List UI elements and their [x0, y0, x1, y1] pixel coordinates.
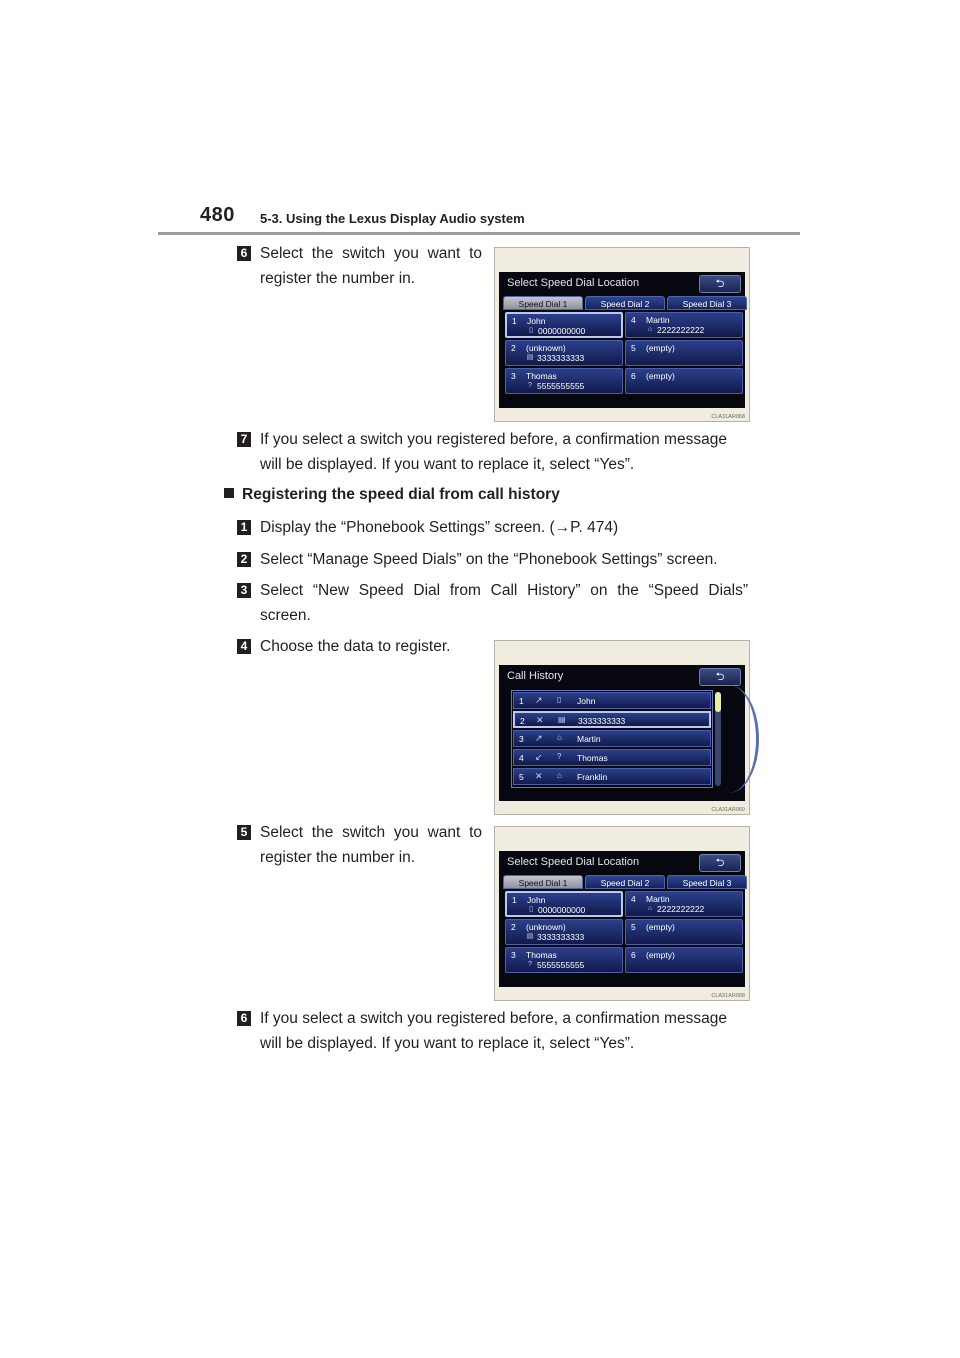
tab-speed-dial-2[interactable]: Speed Dial 2: [585, 875, 665, 889]
other-icon: ?: [528, 961, 532, 968]
mobile-icon: ▯: [557, 695, 562, 704]
outgoing-call-icon: ↗: [535, 695, 543, 705]
screen-title: Call History: [507, 670, 564, 682]
call-history-row-3[interactable]: 3 ↗ ⌂ Martin: [513, 730, 711, 747]
speed-dial-entry-3[interactable]: 3 Thomas ? 5555555555: [505, 947, 623, 973]
mobile-icon: ▯: [529, 906, 533, 913]
image-code: CLA31AR068: [711, 993, 745, 999]
step-text: Select the switch you want to register the number in.: [260, 824, 482, 866]
call-history-screenshot: [494, 640, 750, 815]
step-number: 5: [237, 825, 251, 840]
home-icon: ⌂: [557, 771, 562, 780]
back-arrow-icon[interactable]: ⮌: [699, 668, 741, 686]
step-text: Select the switch you want to register the number in.: [260, 245, 482, 287]
office-icon: ▤: [526, 933, 534, 940]
step-number: 3: [237, 583, 251, 598]
step-text: If you select a switch you registered before, a confirmation message will be displayed. If you want to replace it, select “Yes”.: [260, 431, 727, 473]
speed-dial-screenshot: [494, 826, 750, 1001]
office-icon: ▤: [526, 354, 534, 361]
incoming-call-icon: ↙: [535, 752, 543, 762]
step-number: 1: [237, 520, 251, 535]
call-history-row-2[interactable]: 2 ✕ ▤ 3333333333: [513, 711, 711, 728]
step-text: Choose the data to register.: [260, 638, 451, 655]
step-number: 7: [237, 432, 251, 447]
square-bullet-icon: [224, 488, 234, 498]
mobile-icon: ▯: [529, 327, 533, 334]
speed-dial-entry-5[interactable]: 5 (empty): [625, 340, 743, 366]
step-text: Display the “Phonebook Settings” screen. (→P. 474): [260, 519, 619, 536]
call-history-row-4[interactable]: 4 ↙ ? Thomas: [513, 749, 711, 766]
speed-dial-entry-6[interactable]: 6 (empty): [625, 947, 743, 973]
subheading: Registering the speed dial from call history: [224, 486, 560, 504]
back-arrow-icon[interactable]: ⮌: [699, 275, 741, 293]
speed-dial-entry-2[interactable]: 2 (unknown) ▤ 3333333333: [505, 919, 623, 945]
back-arrow-icon[interactable]: ⮌: [699, 854, 741, 872]
speed-dial-entry-1[interactable]: 1 John ▯ 0000000000: [505, 312, 623, 338]
office-icon: ▤: [558, 715, 566, 724]
speed-dial-entry-4[interactable]: 4 Martin ⌂ 2222222222: [625, 891, 743, 917]
speed-dial-entry-5[interactable]: 5 (empty): [625, 919, 743, 945]
missed-call-icon: ✕: [536, 715, 544, 725]
screen-title: Select Speed Dial Location: [507, 856, 640, 868]
other-icon: ?: [528, 382, 532, 389]
tab-speed-dial-1[interactable]: Speed Dial 1: [503, 875, 583, 889]
step-number: 6: [237, 246, 251, 261]
outgoing-call-icon: ↗: [535, 733, 543, 743]
call-history-row-5[interactable]: 5 ✕ ⌂ Franklin: [513, 768, 711, 785]
step-text: Select “New Speed Dial from Call History” on the “Speed Dials” screen.: [260, 582, 748, 624]
step-number: 4: [237, 639, 251, 654]
home-icon: ⌂: [647, 326, 653, 333]
tab-speed-dial-3[interactable]: Speed Dial 3: [667, 296, 747, 310]
tab-speed-dial-2[interactable]: Speed Dial 2: [585, 296, 665, 310]
tab-speed-dial-1[interactable]: Speed Dial 1: [503, 296, 583, 310]
call-history-row-1[interactable]: 1 ↗ ▯ John: [513, 692, 711, 709]
scrollbar-thumb[interactable]: [715, 692, 721, 712]
home-icon: ⌂: [647, 905, 653, 912]
image-code: CLA31AR068: [711, 414, 745, 420]
missed-call-icon: ✕: [535, 771, 543, 781]
speed-dial-entry-2[interactable]: 2 (unknown) ▤ 3333333333: [505, 340, 623, 366]
step-number: 6: [237, 1011, 251, 1026]
speed-dial-screenshot: [494, 247, 750, 422]
section-title: 5-3. Using the Lexus Display Audio system: [260, 211, 525, 226]
screen-title: Select Speed Dial Location: [507, 277, 640, 289]
speed-dial-entry-3[interactable]: 3 Thomas ? 5555555555: [505, 368, 623, 394]
speed-dial-entry-6[interactable]: 6 (empty): [625, 368, 743, 394]
header-rule: [158, 232, 800, 235]
speed-dial-entry-1[interactable]: 1 John ▯ 0000000000: [505, 891, 623, 917]
call-history-list: [511, 690, 713, 788]
page-number: 480: [200, 204, 235, 226]
step-text: Select “Manage Speed Dials” on the “Phonebook Settings” screen.: [260, 551, 718, 568]
other-icon: ?: [557, 752, 562, 761]
step-number: 2: [237, 552, 251, 567]
home-icon: ⌂: [557, 733, 562, 742]
image-code: CLA31AR069: [711, 807, 745, 813]
speed-dial-entry-4[interactable]: 4 Martin ⌂ 2222222222: [625, 312, 743, 338]
tab-speed-dial-3[interactable]: Speed Dial 3: [667, 875, 747, 889]
step-text: If you select a switch you registered before, a confirmation message will be displayed. If you want to replace it, select “Yes”.: [260, 1010, 727, 1052]
